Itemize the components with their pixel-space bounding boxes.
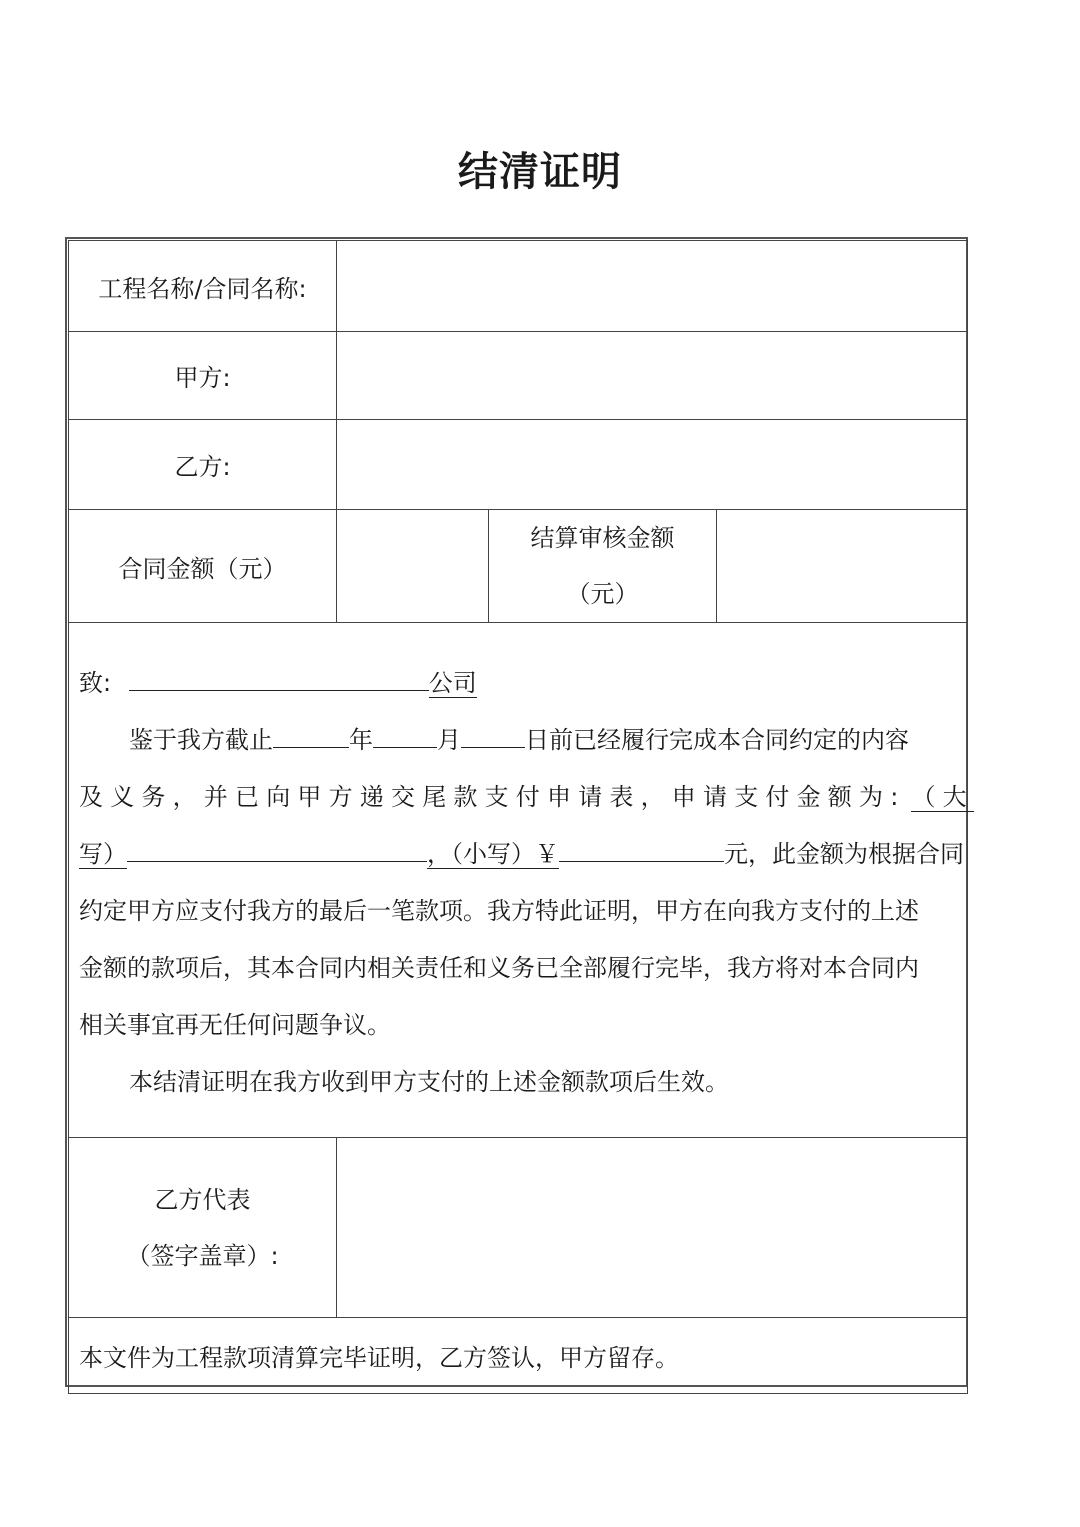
statement-body: [69, 623, 974, 1138]
statement-line-2: [79, 769, 974, 826]
comma: ，: [427, 840, 451, 868]
company-suffix: 公司: [428, 669, 477, 697]
statement-text: 及义务，并已向甲方递交尾款支付申请表，申请支付金额为:: [79, 783, 906, 811]
document-title: 结清证明: [458, 149, 622, 195]
year-blank[interactable]: [273, 717, 349, 748]
statement-text: 日前已经履行完成本合同约定的内容: [525, 726, 909, 754]
audit-amount-label: [489, 510, 717, 623]
statement-line-7: 本结清证明在我方收到甲方支付的上述金额款项后生效。: [129, 1068, 729, 1096]
statement-text: 鉴于我方截止: [129, 726, 273, 754]
signature-label-line1: 乙方代表: [154, 1185, 251, 1214]
amount-uppercase-label-end: 写）: [79, 840, 127, 868]
statement-line-6: 相关事宜再无任何问题争议。: [79, 1011, 391, 1039]
party-b-label: 乙方:: [69, 420, 337, 510]
audit-amount-field[interactable]: [717, 510, 968, 623]
signature-label-line2: （签字盖章）:: [126, 1241, 279, 1270]
audit-amount-label-line1: 结算审核金额: [530, 524, 675, 552]
party-a-label: 甲方:: [69, 332, 337, 420]
statement-line-1: [79, 712, 959, 769]
company-name-blank[interactable]: [129, 660, 429, 691]
year-unit: 年: [349, 726, 373, 754]
statement-line-4: 约定甲方应支付我方的最后一笔款项。我方特此证明，甲方在向我方支付的上述: [79, 897, 919, 925]
month-unit: 月: [437, 726, 461, 754]
form-frame: [65, 237, 974, 1387]
settlement-form: [68, 240, 974, 1394]
addressee-prefix: 致:: [79, 669, 112, 697]
audit-amount-label-line2: （元）: [566, 580, 639, 608]
footer-note: 本文件为工程款项清算完毕证明，乙方签认，甲方留存。: [69, 1318, 968, 1394]
amount-lowercase-label: （小写）￥: [451, 840, 559, 868]
amount-uppercase-blank[interactable]: [127, 831, 427, 862]
project-name-label: 工程名称/合同名称:: [69, 241, 337, 332]
amount-lowercase-blank[interactable]: [559, 831, 724, 862]
statement-line-5: 金额的款项后，其本合同内相关责任和义务已全部履行完毕，我方将对本合同内: [79, 954, 919, 982]
day-blank[interactable]: [461, 717, 525, 748]
contract-amount-field[interactable]: [337, 510, 489, 623]
project-name-field[interactable]: [337, 241, 968, 332]
signature-label: [69, 1138, 337, 1318]
addressee-line: [79, 655, 959, 712]
statement-text: 元，此金额为根据合同: [724, 840, 964, 868]
party-a-field[interactable]: [337, 332, 968, 420]
statement-line-3: [79, 826, 964, 883]
party-b-field[interactable]: [337, 420, 968, 510]
signature-field[interactable]: [337, 1138, 968, 1318]
amount-uppercase-label: （大: [911, 783, 974, 811]
contract-amount-label: 合同金额（元）: [69, 510, 337, 623]
month-blank[interactable]: [373, 717, 437, 748]
